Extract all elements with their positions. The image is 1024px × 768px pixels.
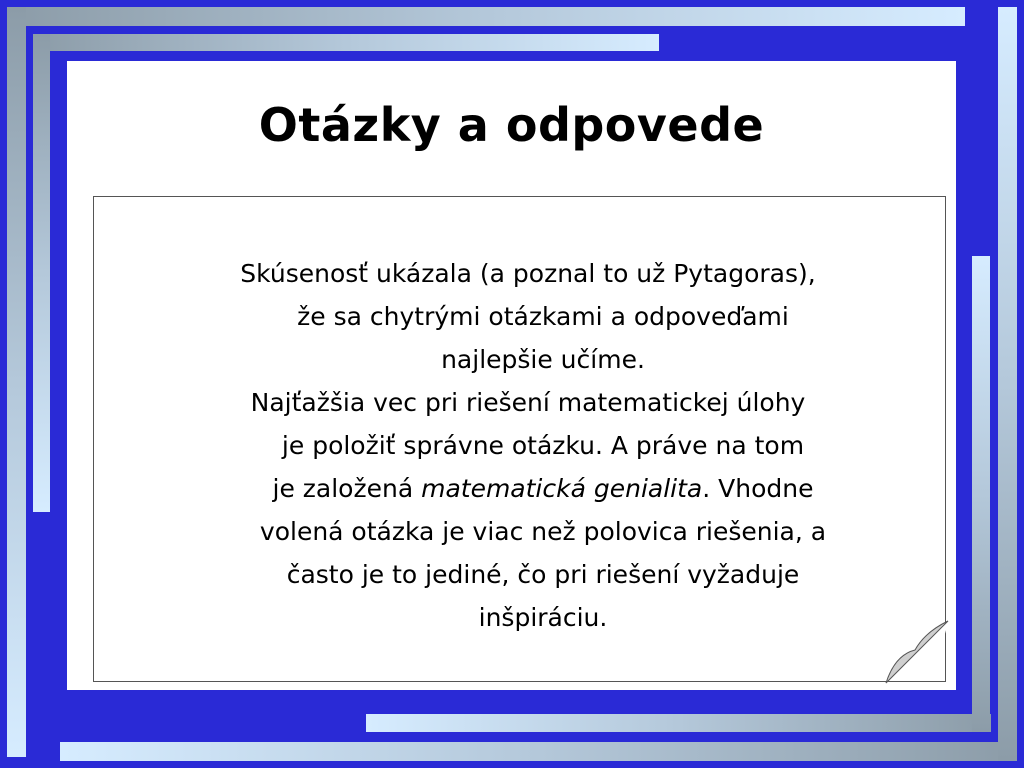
frame-bar-right-outer	[998, 7, 1017, 761]
paragraph-line	[138, 467, 918, 510]
paragraph-experience	[138, 252, 918, 381]
slide-title: Otázky a odpovede	[258, 98, 765, 152]
frame-bar-top-outer	[7, 7, 965, 26]
frame-bar-left-outer	[7, 7, 26, 757]
frame-bar-top-inner	[33, 34, 659, 51]
paragraph-line: najlepšie učíme.	[441, 345, 645, 374]
paragraph-line: Skúsenosť ukázala (a poznal to už Pytagoras),	[240, 259, 816, 288]
frame-bar-left-inner	[33, 34, 50, 512]
paragraph-line: je položiť správne otázku. A práve na tom	[281, 431, 805, 460]
paragraph-hardest-thing	[138, 381, 918, 639]
text-segment: . Vhodne	[702, 474, 814, 503]
text-segment: je založená	[272, 474, 422, 503]
frame-bar-bottom-outer	[60, 742, 1017, 761]
emphasis-text: matematická genialita	[421, 474, 703, 503]
frame-bar-bottom-inner	[366, 714, 991, 732]
frame-bar-right-inner	[972, 256, 990, 732]
paragraph-line: často je to jediné, čo pri riešení vyžaduje	[286, 560, 800, 589]
paragraph-line: volená otázka je viac než polovica riešenia, a	[259, 517, 827, 546]
slide-body	[138, 252, 918, 639]
paragraph-line: inšpiráciu.	[478, 603, 608, 632]
paragraph-line: že sa chytrými otázkami a odpoveďami	[297, 302, 789, 331]
paragraph-line: Najťažšia vec pri riešení matematickej úlohy	[250, 388, 806, 417]
